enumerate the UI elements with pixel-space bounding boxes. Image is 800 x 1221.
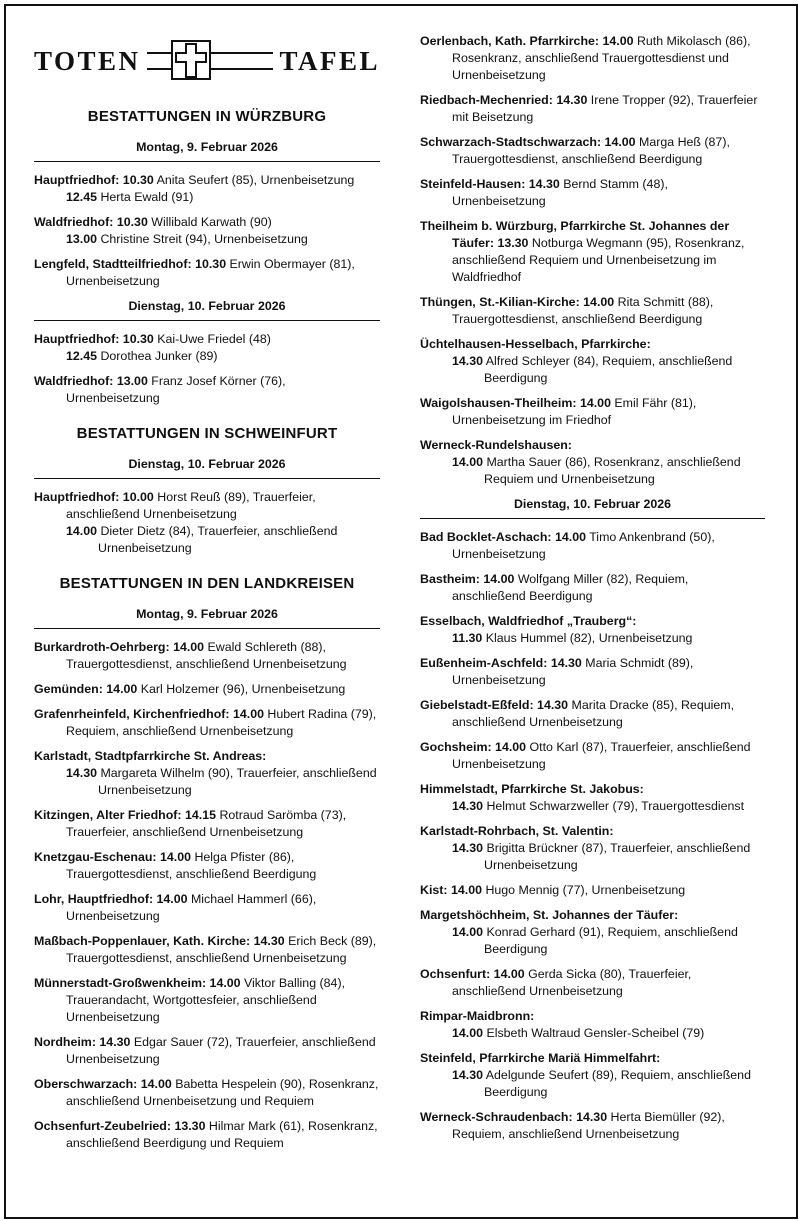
entry: [34, 373, 380, 407]
entry-location: Eußenheim-Aschfeld:: [420, 656, 551, 670]
entry-details: Helga Pfister (86), Trauergottesdienst, anschließend Beerdigung: [66, 850, 317, 881]
entry-details: Marita Dracke (85), Requiem, anschließend Urnenbeisetzung: [452, 698, 735, 729]
entry-location: Kist:: [420, 883, 451, 897]
entry: [420, 134, 765, 168]
entry-location: Hauptfriedhof:: [34, 332, 123, 346]
entry-time: 14.30: [452, 1068, 484, 1082]
masthead: [34, 40, 380, 80]
date-heading: Dienstag, 10. Februar 2026: [420, 496, 765, 519]
entry: [420, 613, 765, 647]
entry-location: Lohr, Hauptfriedhof:: [34, 892, 157, 906]
entry-details: Kai-Uwe Friedel (48): [153, 332, 271, 346]
entry-location: Rimpar-Maidbronn:: [420, 1009, 535, 1023]
entry: [420, 571, 765, 605]
entry: [420, 1008, 765, 1042]
entry-time: 14.30: [556, 93, 588, 107]
entry: [420, 823, 765, 874]
entry-location: Margetshöchheim, St. Johannes der Täufer:: [420, 908, 679, 922]
entry-time-2: 12.45: [66, 349, 98, 363]
entry-location: Hauptfriedhof:: [34, 490, 123, 504]
entry-location: Thüngen, St.-Kilian-Kirche:: [420, 295, 584, 309]
entry-details: Franz Josef Körner (76), Urnenbeisetzung: [66, 374, 286, 405]
entry: [420, 781, 765, 815]
entry: [420, 294, 765, 328]
entry: [420, 655, 765, 689]
entry-time: 14.30: [550, 656, 582, 670]
entry-details: Emil Fähr (81), Urnenbeisetzung im Friedhof: [452, 396, 697, 427]
entry-time: 13.30: [174, 1119, 206, 1133]
section-title: BESTATTUNGEN IN SCHWEINFURT: [76, 425, 338, 442]
entry-details: Gerda Sicka (80), Trauerfeier, anschließend Urnenbeisetzung: [452, 967, 692, 998]
entry: [34, 1034, 380, 1068]
entry-details-2: Christine Streit (94), Urnenbeisetzung: [97, 232, 308, 246]
entry-details: Brigitta Brückner (87), Trauerfeier, anschließend Urnenbeisetzung: [483, 841, 751, 872]
entry-details: Klaus Hummel (82), Urnenbeisetzung: [482, 631, 693, 645]
entry-location: Riedbach-Mechenried:: [420, 93, 557, 107]
entry-time: 14.00: [156, 892, 188, 906]
masthead-word-left: TOTEN: [34, 46, 147, 76]
entry: [34, 172, 380, 206]
entry-time: 14.30: [452, 841, 484, 855]
entry-time: 14.30: [66, 766, 98, 780]
entry-details: Babetta Hespelein (90), Rosenkranz, anschließend Urnenbeisetzung und Requiem: [66, 1077, 379, 1108]
entry: [420, 1109, 765, 1143]
entry-time: 14.00: [604, 135, 636, 149]
entry-details: Ruth Mikolasch (86), Rosenkranz, anschließend Trauergottesdienst und Urnenbeisetzung: [452, 34, 751, 82]
date-heading: Montag, 9. Februar 2026: [34, 606, 380, 629]
entry: [420, 882, 765, 899]
entry-time: 10.30: [116, 215, 148, 229]
entry-time: 14.00: [140, 1077, 172, 1091]
entry: [34, 681, 380, 698]
entry-second-burial: [66, 523, 380, 557]
entry-time: 14.00: [554, 530, 586, 544]
entry: [420, 1050, 765, 1101]
entry: [34, 891, 380, 925]
entry-time: 10.30: [122, 332, 154, 346]
entry: [420, 176, 765, 210]
entry-time-2: 14.00: [66, 524, 98, 538]
entry-time: 13.30: [497, 236, 529, 250]
entry: [34, 1118, 380, 1152]
entry: [420, 697, 765, 731]
entry: [34, 331, 380, 365]
entry-location: Waigolshausen-Theilheim:: [420, 396, 580, 410]
entry-location: Bad Bocklet-Aschach:: [420, 530, 555, 544]
entry-time: 14.30: [537, 698, 569, 712]
entry-time: 14.00: [450, 883, 482, 897]
entry-location: Waldfriedhof:: [34, 215, 117, 229]
entry: [34, 849, 380, 883]
entry-location: Lengfeld, Stadtteilfriedhof:: [34, 257, 196, 271]
entry: [420, 907, 765, 958]
entry-time: 14.00: [106, 682, 138, 696]
entry-time-line: [452, 924, 765, 958]
entry-time: 14.00: [602, 34, 634, 48]
entry-details: Anita Seufert (85), Urnenbeisetzung: [153, 173, 355, 187]
entry-details: Michael Hammerl (66), Urnenbeisetzung: [66, 892, 317, 923]
entry-details: Martha Sauer (86), Rosenkranz, anschließend Requiem und Urnenbeisetzung: [483, 455, 741, 486]
entry: [420, 33, 765, 84]
entry: [34, 807, 380, 841]
entry-location: Giebelstadt-Eßfeld:: [420, 698, 538, 712]
entry-time: 14.00: [209, 976, 241, 990]
entry-details: Karl Holzemer (96), Urnenbeisetzung: [137, 682, 346, 696]
entry-time: 14.00: [232, 707, 264, 721]
entry-details: Notburga Wegmann (95), Rosenkranz, anschließend Requiem und Urnenbeisetzung im Waldfriedhof: [452, 236, 745, 284]
entry-details: Adelgunde Seufert (89), Requiem, anschließend Beerdigung: [483, 1068, 751, 1099]
entry-time: 14.00: [160, 850, 192, 864]
entry-time-2: 12.45: [66, 190, 98, 204]
entry-time: 14.30: [99, 1035, 131, 1049]
entry-time: 10.30: [195, 257, 227, 271]
entry-details: Irene Tropper (92), Trauerfeier mit Beisetzung: [452, 93, 758, 124]
entry-location: Nordheim:: [34, 1035, 100, 1049]
entry-location: Gochsheim:: [420, 740, 496, 754]
entry-time: 14.00: [579, 396, 611, 410]
entry-time-line: [452, 840, 765, 874]
entry-time: 14.30: [253, 934, 285, 948]
entry-second-burial: [66, 189, 380, 206]
entry-details: Wolfgang Miller (82), Requiem, anschließend Beerdigung: [452, 572, 689, 603]
entry: [420, 92, 765, 126]
entry-details: Bernd Stamm (48), Urnenbeisetzung: [452, 177, 668, 208]
entry-location: Ochsenfurt:: [420, 967, 494, 981]
entry-second-burial: [66, 348, 380, 365]
section-title: BESTATTUNGEN IN DEN LANDKREISEN: [59, 575, 355, 592]
entry-details: Erich Beck (89), Trauergottesdienst, anschließend Urnenbeisetzung: [66, 934, 377, 965]
entry-time: 14.00: [452, 1026, 484, 1040]
entry-time-line: [452, 1025, 765, 1042]
date-heading: Dienstag, 10. Februar 2026: [34, 298, 380, 321]
entry-details: Viktor Balling (84), Trauerandacht, Wortgottesfeier, anschließend Urnenbeisetzung: [66, 976, 346, 1024]
entry: [34, 748, 380, 799]
entry-location: Oerlenbach, Kath. Pfarrkirche:: [420, 34, 603, 48]
entry-details: Herta Biemüller (92), Requiem, anschließend Urnenbeisetzung: [452, 1110, 725, 1141]
entry-time: 14.30: [452, 799, 484, 813]
entry-time: 10.00: [122, 490, 154, 504]
entry-location: Kitzingen, Alter Friedhof:: [34, 808, 185, 822]
entry-details: Konrad Gerhard (91), Requiem, anschließend Beerdigung: [483, 925, 738, 956]
entry-time: 14.15: [184, 808, 216, 822]
entry-details: Hilmar Mark (61), Rosenkranz, anschließend Beerdigung und Requiem: [66, 1119, 378, 1150]
entry-location: Himmelstadt, Pfarrkirche St. Jakobus:: [420, 782, 644, 796]
entry-location: Hauptfriedhof:: [34, 173, 123, 187]
entry: [420, 218, 765, 286]
entry: [420, 739, 765, 773]
entry-time: 14.00: [173, 640, 205, 654]
entry-location: Üchtelhausen-Hesselbach, Pfarrkirche:: [420, 337, 651, 351]
entry-second-burial: [66, 231, 380, 248]
entry-details: Rita Schmitt (88), Trauergottesdienst, anschließend Beerdigung: [452, 295, 714, 326]
entry-location: Gemünden:: [34, 682, 107, 696]
entry-location: Karlstadt-Rohrbach, St. Valentin:: [420, 824, 614, 838]
entry-details: Horst Reuß (89), Trauerfeier, anschließend Urnenbeisetzung: [66, 490, 316, 521]
entry: [34, 933, 380, 967]
entry-location: Knetzgau-Eschenau:: [34, 850, 160, 864]
entry-details-2: Dieter Dietz (84), Trauerfeier, anschließend Urnenbeisetzung: [97, 524, 338, 555]
entry-time: 14.00: [452, 455, 484, 469]
entry-location: Waldfriedhof:: [34, 374, 117, 388]
entry-time: 14.30: [452, 354, 484, 368]
section-title: BESTATTUNGEN IN WÜRZBURG: [87, 108, 327, 125]
entry: [34, 489, 380, 557]
entry-time: 11.30: [452, 631, 483, 645]
entry-time: 10.30: [122, 173, 154, 187]
entry-details: Marga Heß (87), Trauergottesdienst, anschließend Beerdigung: [452, 135, 730, 166]
entry-time: 14.00: [452, 925, 484, 939]
entry-location: Esselbach, Waldfriedhof „Trauberg“:: [420, 614, 637, 628]
entry-location: Werneck-Rundelshausen:: [420, 438, 572, 452]
entry: [420, 336, 765, 387]
entry-time: 14.00: [483, 572, 515, 586]
entry-time-2: 13.00: [66, 232, 98, 246]
entry-location: Ochsenfurt-Zeubelried:: [34, 1119, 175, 1133]
entry-time: 14.00: [495, 740, 527, 754]
entry-details: Ewald Schlereth (88), Trauergottesdienst, anschließend Urnenbeisetzung: [66, 640, 347, 671]
entry-time-line: [452, 454, 765, 488]
entry-details: Otto Karl (87), Trauerfeier, anschließend Urnenbeisetzung: [452, 740, 751, 771]
entry-time-line: [452, 798, 765, 815]
entry-location: Werneck-Schraudenbach:: [420, 1110, 577, 1124]
entry: [420, 395, 765, 429]
entry-details: Elsbeth Waltraud Gensler-Scheibel (79): [483, 1026, 705, 1040]
entry-time: 14.00: [493, 967, 525, 981]
entry: [420, 437, 765, 488]
masthead-word-right: TAFEL: [273, 46, 380, 76]
entry-details: Rotraud Sarömba (73), Trauerfeier, anschließend Urnenbeisetzung: [66, 808, 347, 839]
entry-location: Karlstadt, Stadtpfarrkirche St. Andreas:: [34, 749, 267, 763]
left-column-body: [34, 108, 380, 1160]
entry-details-2: Dorothea Junker (89): [97, 349, 218, 363]
entry-time: 14.30: [576, 1110, 608, 1124]
entry-location: Bastheim:: [420, 572, 484, 586]
entry: [34, 1076, 380, 1110]
entry-details: Willibald Karwath (90): [147, 215, 272, 229]
cross-icon: [171, 40, 211, 80]
entry: [420, 529, 765, 563]
right-column-body: [420, 33, 765, 1151]
entry-details: Helmut Schwarzweller (79), Trauergottesdienst: [483, 799, 745, 813]
entry-details: Hugo Mennig (77), Urnenbeisetzung: [482, 883, 686, 897]
entry-location: Steinfeld-Hausen:: [420, 177, 529, 191]
entry-details: Erwin Obermayer (81), Urnenbeisetzung: [66, 257, 355, 288]
entry-location: Schwarzach-Stadtschwarzach:: [420, 135, 605, 149]
entry-details: Hubert Radina (79), Requiem, anschließend Urnenbeisetzung: [66, 707, 377, 738]
entry-time-line: [66, 765, 380, 799]
entry-location: Steinfeld, Pfarrkirche Mariä Himmelfahrt:: [420, 1051, 661, 1065]
entry-location: Oberschwarzach:: [34, 1077, 141, 1091]
entry-location: Münnerstadt-Großwenkheim:: [34, 976, 210, 990]
entry-time-line: [452, 353, 765, 387]
entry-details: Maria Schmidt (89), Urnenbeisetzung: [452, 656, 694, 687]
entry-location: Maßbach-Poppenlauer, Kath. Kirche:: [34, 934, 254, 948]
date-heading: Montag, 9. Februar 2026: [34, 139, 380, 162]
entry-location: Burkardroth-Oehrberg:: [34, 640, 174, 654]
entry-time: 14.30: [528, 177, 560, 191]
entry-time-line: [452, 1067, 765, 1101]
entry: [34, 639, 380, 673]
entry-time: 13.00: [116, 374, 148, 388]
entry: [34, 706, 380, 740]
entry-location: Theilheim b. Würzburg, Pfarrkirche St. Johannes der Täufer:: [420, 219, 730, 250]
entry-details: Edgar Sauer (72), Trauerfeier, anschließend Urnenbeisetzung: [66, 1035, 376, 1066]
entry-location: Grafenrheinfeld, Kirchenfriedhof:: [34, 707, 233, 721]
entry-details-2: Herta Ewald (91): [97, 190, 194, 204]
entry: [34, 214, 380, 248]
entry-details: Alfred Schleyer (84), Requiem, anschließend Beerdigung: [483, 354, 733, 385]
entry-time-line: [452, 630, 765, 647]
date-heading: Dienstag, 10. Februar 2026: [34, 456, 380, 479]
entry: [34, 256, 380, 290]
entry-time: 14.00: [583, 295, 615, 309]
entry: [420, 966, 765, 1000]
entry-details: Timo Ankenbrand (50), Urnenbeisetzung: [452, 530, 715, 561]
entry: [34, 975, 380, 1026]
entry-details: Margareta Wilhelm (90), Trauerfeier, anschließend Urnenbeisetzung: [97, 766, 377, 797]
